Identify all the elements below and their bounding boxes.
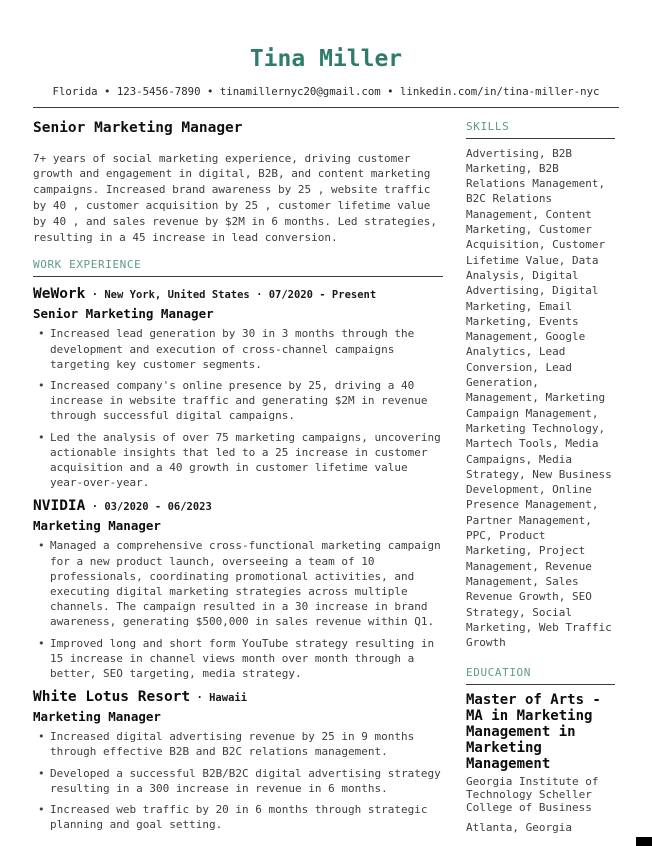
job-bullet-list bbox=[33, 729, 443, 832]
job-bullet: • Increased web traffic by 20 in 6 months through strategic planning and goal setting. bbox=[33, 802, 443, 832]
company-name: WeWork bbox=[33, 286, 86, 303]
education-section bbox=[466, 666, 615, 833]
degree-title: Master of Arts - MA in Marketing Management in Marketing Management bbox=[466, 692, 601, 773]
work-experience-section-title: WORK EXPERIENCE bbox=[33, 258, 443, 277]
job-bullet-list bbox=[33, 538, 443, 681]
skills-section-title: SKILLS bbox=[466, 120, 615, 139]
contact-line: Florida • 123-5456-7890 • tinamillernyc20@gmail.com • linkedin.com/in/tina-miller-nyc bbox=[52, 84, 600, 98]
header-divider bbox=[33, 107, 619, 108]
school-location: Atlanta, Georgia bbox=[466, 820, 572, 834]
job-meta: · 03/2020 - 06/2023 bbox=[85, 501, 212, 514]
headline-role: Senior Marketing Manager bbox=[33, 119, 243, 136]
main-column bbox=[33, 120, 443, 839]
sidebar-column bbox=[466, 120, 615, 839]
summary-paragraph: 7+ years of social marketing experience, driving customer growth and engagement in digital, B2B, and content marketing campaigns. Increased brand awareness by 25 , website traffic by 40 , customer acquisition by 25 , customer lifetime value by 40 , and sales revenue by $2M in 6 months. Led strategies, resulting in a 45 increase in lead conversion. bbox=[33, 151, 437, 244]
job-entry-nvidia bbox=[33, 496, 443, 681]
job-heading bbox=[33, 496, 443, 516]
resume-header bbox=[33, 46, 619, 108]
company-name: NVIDIA bbox=[33, 498, 86, 515]
job-entry-white-lotus-resort bbox=[33, 687, 443, 832]
job-entry-wework bbox=[33, 284, 443, 490]
job-meta: · Hawaii bbox=[190, 692, 248, 705]
job-meta: · New York, United States · 07/2020 - Present bbox=[85, 289, 377, 302]
education-section-title: EDUCATION bbox=[466, 666, 615, 685]
job-bullet: • Increased company's online presence by 25, driving a 40 increase in website traffic and generating $2M in revenue through successful digital campaigns. bbox=[33, 378, 443, 424]
school-name: Georgia Institute of Technology Scheller College of Business bbox=[466, 775, 599, 814]
job-heading bbox=[33, 687, 443, 707]
job-bullet-list bbox=[33, 326, 443, 490]
job-bullet: • Developed a successful B2B/B2C digital advertising strategy resulting in a 300 increase in revenue in 6 months. bbox=[33, 766, 443, 796]
job-title: Senior Marketing Manager bbox=[33, 306, 214, 322]
company-name: White Lotus Resort bbox=[33, 689, 191, 706]
job-heading bbox=[33, 284, 443, 304]
job-bullet: • Improved long and short form YouTube strategy resulting in 15 increase in channel views month over month through a better, SEO targeting, media strategy. bbox=[33, 636, 443, 682]
candidate-name: Tina Miller bbox=[249, 46, 403, 72]
job-bullet: • Increased lead generation by 30 in 3 months through the development and execution of cross-channel campaigns targeting key customer segments. bbox=[33, 326, 443, 372]
job-title: Marketing Manager bbox=[33, 518, 161, 534]
job-bullet: • Increased digital advertising revenue by 25 in 9 months through effective B2B and B2C relations management. bbox=[33, 729, 443, 759]
page-corner-mark bbox=[636, 837, 652, 846]
job-title: Marketing Manager bbox=[33, 709, 161, 725]
job-bullet: • Led the analysis of over 75 marketing campaigns, uncovering actionable insights that led to a 25 increase in customer acquisition and a 40 growth in customer lifetime value year-over-year. bbox=[33, 430, 443, 491]
skills-list: Advertising, B2B Marketing, B2B Relations Management, B2C Relations Management, Content Marketing, Customer Acquisition, Customer Lifetime Value, Data Analysis, Digital Advertising, Digital Marketing, Email Marketing, Events Management, Google Analytics, Lead Conversion, Lead Generation, Management, Marketing Campaign Management, Marketing Technology, Martech Tools, Media Campaigns, Media Strategy, New Business Development, Online Presence Management, Partner Management, PPC, Product Marketing, Project Management, Revenue Management, Sales Revenue Growth, SEO Strategy, Social Marketing, Web Traffic Growth bbox=[466, 146, 612, 650]
job-bullet: • Managed a comprehensive cross-functional marketing campaign for a new product launch, overseeing a team of 10 professionals, coordinating promotional activities, and executing digital marketing strategies across multiple channels. The campaign resulted in a 30 increase in brand awareness, generating $500,000 in sales revenue within Q1. bbox=[33, 538, 443, 629]
